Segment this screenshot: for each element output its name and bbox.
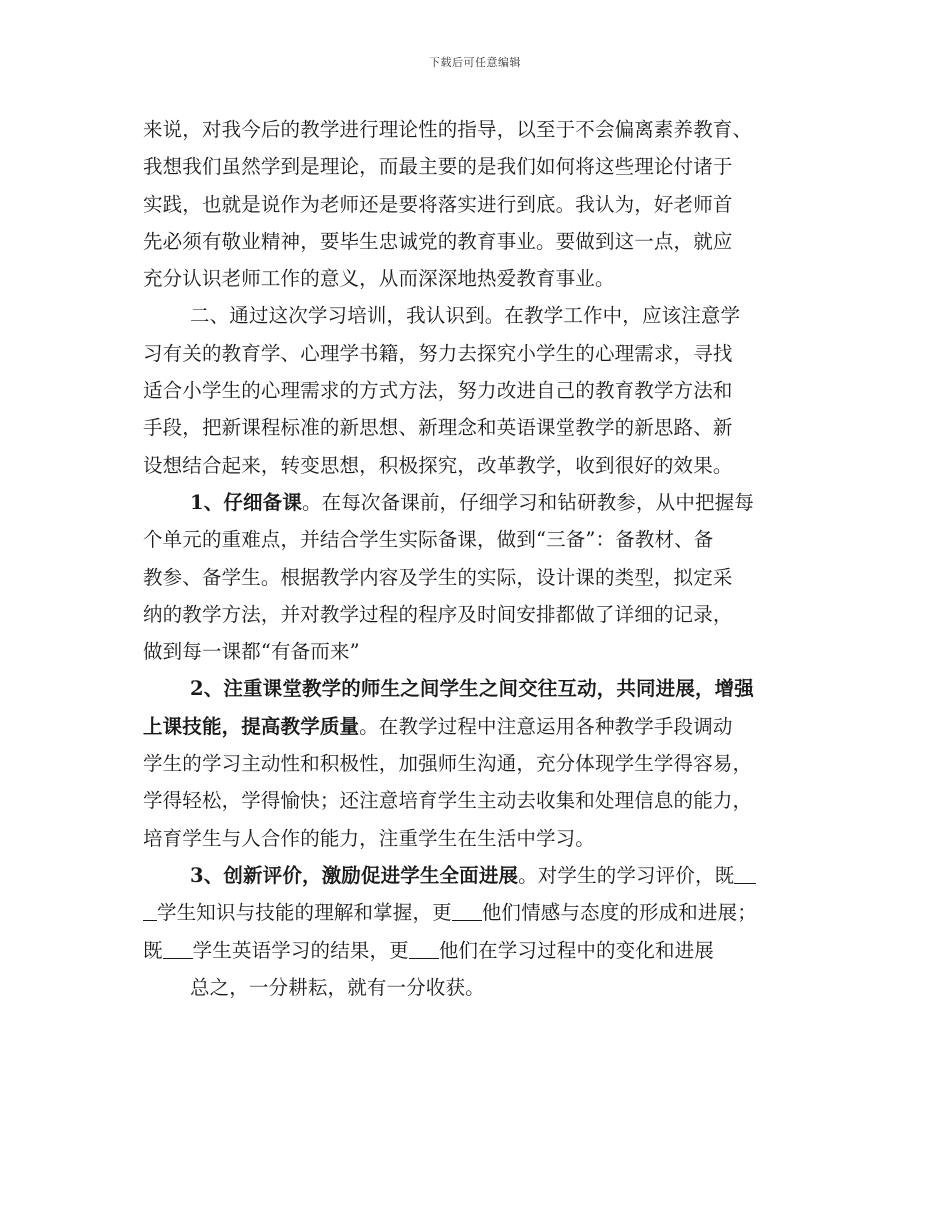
text-line: 我想我们虽然学到是理论，而最主要的是我们如何将这些理论付诸于 bbox=[143, 155, 733, 179]
section-heading: 1、仔细备课 bbox=[190, 490, 302, 514]
text-span: 。在教学过程中注意运用各种教学手段调动 bbox=[359, 714, 733, 738]
paragraph-5 bbox=[143, 857, 813, 969]
fill-in-blank bbox=[452, 902, 482, 921]
text-line: 习有关的教育学、心理学书籍，努力去探究小学生的心理需求，寻找 bbox=[143, 341, 733, 365]
text-span: 。在每次备课前，仔细学习和钻研教参，从中把握每 bbox=[301, 490, 754, 514]
paragraph-6 bbox=[143, 969, 813, 1006]
text-line: 个单元的重难点，并结合学生实际备课，做到“三备”：备教材、备 bbox=[143, 528, 714, 552]
text-line: 总之，一分耕耘，就有一分收获。 bbox=[190, 975, 485, 999]
page-header: 下载后可任意编辑 bbox=[429, 56, 521, 69]
text-line bbox=[143, 708, 813, 745]
text-line bbox=[143, 894, 813, 931]
text-span: 既 bbox=[143, 938, 163, 962]
text-line: 适合小学生的心理需求的方式方法，努力改进自己的教育教学方法和 bbox=[143, 379, 733, 403]
text-line: 实践，也就是说作为老师还是要将落实进行到底。我认为，好老师首 bbox=[143, 192, 733, 216]
fill-in-blank bbox=[409, 940, 439, 959]
text-line bbox=[143, 484, 813, 521]
text-line: 学得轻松，学得愉快；还注意培育学生主动去收集和处理信息的能力， bbox=[143, 789, 753, 813]
text-line: 充分认识老师工作的意义，从而深深地热爱教育事业。 bbox=[143, 267, 615, 291]
text-line: 做到每一课都“有备而来” bbox=[143, 640, 360, 664]
section-heading: 3、创新评价，激励促进学生全面进展 bbox=[190, 863, 519, 887]
text-span: 。对学生的学习评价，既 bbox=[518, 863, 735, 887]
text-line: 二、通过这次学习培训，我认识到。在教学工作中，应该注意学 bbox=[190, 304, 741, 328]
text-span: 学生知识与技能的理解和掌握，更 bbox=[157, 901, 452, 925]
paragraph-4 bbox=[143, 670, 813, 856]
text-line bbox=[143, 932, 813, 969]
text-line bbox=[143, 857, 813, 894]
text-line: 先必须有敬业精神，要毕生忠诚党的教育事业。要做到这一点，就应 bbox=[143, 229, 733, 253]
fill-in-blank bbox=[163, 940, 193, 959]
paragraph-3 bbox=[143, 484, 813, 670]
fill-in-blank bbox=[734, 865, 756, 884]
fill-in-blank bbox=[143, 902, 157, 921]
text-line: 教参、备学生。根据教学内容及学生的实际，设计课的类型，拟定采 bbox=[143, 565, 733, 589]
text-span: 学生英语学习的结果，更 bbox=[192, 938, 409, 962]
text-line: 学生的学习主动性和积极性，加强师生沟通，充分体现学生学得容易， bbox=[143, 752, 753, 776]
section-heading: 上课技能，提高教学质量 bbox=[143, 714, 360, 738]
text-line: 纳的教学方法，并对教学过程的程序及时间安排都做了详细的记录， bbox=[143, 602, 733, 626]
text-line: 来说，对我今后的教学进行理论性的指导，以至于不会偏离素养教育、 bbox=[143, 118, 753, 141]
text-span: 他们情感与态度的形成和进展； bbox=[481, 901, 757, 925]
text-line: 培育学生与人合作的能力，注重学生在生活中学习。 bbox=[143, 826, 595, 850]
text-line: 手段，把新课程标准的新思想、新理念和英语课堂教学的新思路、新 bbox=[143, 416, 733, 440]
document-body bbox=[143, 111, 813, 1006]
paragraph-2 bbox=[143, 297, 813, 483]
text-line: 设想结合起来，转变思想，积极探究，改革教学，收到很好的效果。 bbox=[143, 453, 733, 477]
paragraph-1 bbox=[143, 111, 813, 297]
text-span: 他们在学习过程中的变化和进展 bbox=[438, 938, 714, 962]
section-heading: 2、注重课堂教学的师生之间学生之间交往互动，共同进展，增强 bbox=[190, 677, 754, 701]
